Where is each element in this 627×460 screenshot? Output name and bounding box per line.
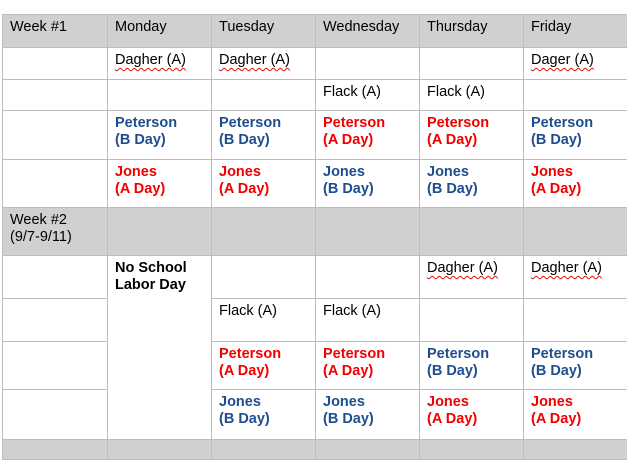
week1-r1-friday: Dager (A)	[524, 48, 627, 80]
week2-r3-wednesday: Peterson (A Day)	[316, 342, 420, 390]
week2-label: Week #2 (9/7-9/11)	[3, 208, 108, 256]
header-tuesday: Tuesday	[212, 15, 316, 48]
week2-r4-friday: Jones (A Day)	[524, 390, 627, 440]
week1-row-2	[3, 80, 627, 111]
header-week1: Week #1	[3, 15, 108, 48]
week1-r4-friday: Jones (A Day)	[524, 160, 627, 208]
week1-row-3	[3, 111, 627, 160]
week2-r4-wednesday: Jones (B Day)	[316, 390, 420, 440]
week2-header-thursday	[420, 208, 524, 256]
week2-row-1	[3, 256, 627, 299]
week1-r2-wednesday: Flack (A)	[316, 80, 420, 111]
week2-header-wednesday	[316, 208, 420, 256]
week2-r1-thursday: Dagher (A)	[420, 256, 524, 299]
week1-r1-monday: Dagher (A)	[108, 48, 212, 80]
week2-r1-wednesday	[316, 256, 420, 299]
week1-r4-tuesday: Jones (A Day)	[212, 160, 316, 208]
week1-header-row	[3, 15, 627, 48]
week2-header-friday	[524, 208, 627, 256]
week1-r3-wednesday: Peterson (A Day)	[316, 111, 420, 160]
week1-r2-tuesday	[212, 80, 316, 111]
week2-header-monday	[108, 208, 212, 256]
week2-r1-label	[3, 256, 108, 299]
week1-r3-friday: Peterson (B Day)	[524, 111, 627, 160]
week2-r2-wednesday: Flack (A)	[316, 299, 420, 342]
week1-r1-thursday	[420, 48, 524, 80]
week1-r4-thursday: Jones (B Day)	[420, 160, 524, 208]
header-monday: Monday	[108, 15, 212, 48]
week1-r4-wednesday: Jones (B Day)	[316, 160, 420, 208]
week2-r3-friday: Peterson (B Day)	[524, 342, 627, 390]
week1-r3-tuesday: Peterson (B Day)	[212, 111, 316, 160]
week1-r2-friday	[524, 80, 627, 111]
week1-r3-thursday: Peterson (A Day)	[420, 111, 524, 160]
week2-r2-friday	[524, 299, 627, 342]
week2-header-tuesday	[212, 208, 316, 256]
week1-r1-wednesday	[316, 48, 420, 80]
week2-r4-tuesday: Jones (B Day)	[212, 390, 316, 440]
week1-r1-tuesday: Dagher (A)	[212, 48, 316, 80]
week2-r2-thursday	[420, 299, 524, 342]
week1-r2-thursday: Flack (A)	[420, 80, 524, 111]
week2-header-row	[3, 208, 627, 256]
week1-r4-label	[3, 160, 108, 208]
week2-r3-tuesday: Peterson (A Day)	[212, 342, 316, 390]
week2-row-2	[3, 299, 627, 342]
week1-r3-monday: Peterson (B Day)	[108, 111, 212, 160]
week1-row-1	[3, 48, 627, 80]
week2-r1-friday: Dagher (A)	[524, 256, 627, 299]
week2-r4-thursday: Jones (A Day)	[420, 390, 524, 440]
week1-r2-label	[3, 80, 108, 111]
week2-r3-thursday: Peterson (B Day)	[420, 342, 524, 390]
header-friday: Friday	[524, 15, 627, 48]
week1-r4-monday: Jones (A Day)	[108, 160, 212, 208]
week1-row-4	[3, 160, 627, 208]
week2-r4-label	[3, 390, 108, 440]
header-thursday: Thursday	[420, 15, 524, 48]
week2-r2-tuesday: Flack (A)	[212, 299, 316, 342]
week2-row-3	[3, 342, 627, 390]
week2-r1-tuesday	[212, 256, 316, 299]
week2-row-4	[3, 390, 627, 440]
week2-monday-no-school: No School Labor Day	[108, 256, 212, 440]
header-wednesday: Wednesday	[316, 15, 420, 48]
week3-header-row	[3, 440, 627, 460]
week1-r3-label	[3, 111, 108, 160]
week2-r3-label	[3, 342, 108, 390]
schedule-table	[2, 14, 627, 460]
week1-r1-label	[3, 48, 108, 80]
week2-r2-label	[3, 299, 108, 342]
week1-r2-monday	[108, 80, 212, 111]
